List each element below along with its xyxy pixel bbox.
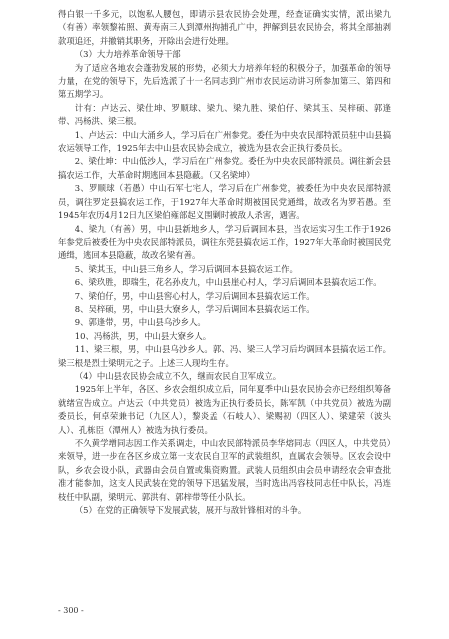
list-item-7: 7、梁伯仔，男，中山县窖心村人，学习后调回本县搞农运工作。 [74,290,315,301]
paragraph-training-intro: 为了适应各地农会蓬勃发展的形势，必须大力培养年轻的积极分子，加强革命的领导力量，在党的领导下，先后选派了十一名同志到广州市农民运动讲习所参加第三、第四和第五期学习。 [58,62,391,100]
list-item-4: 4、梁九（有善）男，中山县新地乡人，学习后调回本县，当农运实习生工作于1926年参党后被委任为中央农民部特派员，调往东莞县搞农运工作，1927年大革命时被国民党通缉，逃回本县隐蔽，故改名梁有善。 [58,223,391,261]
paragraph-trainee-list: 计有：卢达云、梁仕坤、罗顺球、梁九、梁九胜、梁伯仔、梁其玉、吴梓硕、郭逢带、冯杨洪、梁三根。 [58,102,391,127]
page-number: - 300 - [58,606,84,615]
list-item-10: 10、冯杨洪，男，中山县大寮乡人。 [74,330,212,341]
list-item-1: 1、卢达云：中山大涌乡人，学习后在广州参党。委任为中央农民部特派员驻中山县搞农运领导工作，1925年去中山县农民协会成立，被选为县农会正执行委员长。 [58,129,391,154]
list-item-8: 8、吴梓硕，男，中山县大寮乡人，学习后调回本县搞农运工作。 [74,303,315,314]
paragraph-association-formed: 1925年上半年，各区、乡农会组织成立后，同年夏季中山县农民协会亦已经组织筹备就绪宣告成立。卢达云（中共党员）被选为正执行委员长，陈军凯（中共党员）被选为副委员长，何卓荣兼书记（九区人），黎炎孟（石岐人）、梁赐初（四区人）、梁建荣（波头人）、孔栋臣（潭州人）被选为执行委员。 [58,384,391,435]
list-item-11: 11、梁三根，男，中山县乌沙乡人。郭、冯、梁三人学习后均调回本县搞农运工作。梁三根是烈士梁明元之子。上述三人现均生存。 [58,344,391,368]
list-item-6: 6、梁玖胜，即瑞生，花名孙皮九，中山县崖心村人，学习后调回本县搞农运工作。 [74,277,382,288]
paragraph-intro-continuation: 得白银一千多元，以饱私人腰包，即请示县农民协会处理，经查证确实实情，派出梁九（有善）率领黎祐照、黄寿南三人到潭州拘捕孔广中，押解到县农民协会，将其全部抽剥款项追还，并撤销其职务，开除出会进行处理。 [58,9,391,46]
section-heading-5: （5）在党的正确领导下发展武装，展开与敌针锋相对的斗争。 [74,505,307,516]
paragraph-self-defense-force: 不久黄学增同志因工作关系调走，中山农民部特派员李华熔同志（四区人，中共党员）来领导，进一步在各区乡成立第一支农民自卫军的武装组织，直属农会领导。区农会设中队，乡农会设小队，武器由会员自置或集资购置。武装人员组织由会员申请经农会审查批准才能参加，这支人民武装在党的领导下迅猛发展，当时选出冯容枝同志任中队长，冯连枝任中队副，梁明元、郭洪有、郭梓带等任小队长。 [58,438,391,502]
list-item-2: 2、梁仕坤：中山低沙人，学习后在广州参党。委任为中央农民部特派员。调往新会县搞农运工作，大革命时期逃回本县隐蔽。（又名梁坤） [58,156,391,180]
section-heading-4: （4）中山县农民协会成立不久，继而农民自卫军成立。 [74,370,282,381]
section-heading-3: （3）大力培养革命领导干部 [74,49,181,60]
list-item-5: 5、梁其玉，中山县三角乡人，学习后调回本县搞农运工作。 [74,263,298,274]
list-item-9: 9、郭逢带，男，中山县乌沙乡人。 [74,317,206,328]
list-item-3: 3、罗顺球（若愚）中山石军七宅人，学习后在广州参党，被委任为中央农民部特派员，调往罗定县搞农运工作，于1927年大革命时期被国民党通缉，故改名为罗若愚。至1945年农历4月12日九区梁伯雍部起义围剿时被敌人杀害，遇害。 [58,183,391,221]
